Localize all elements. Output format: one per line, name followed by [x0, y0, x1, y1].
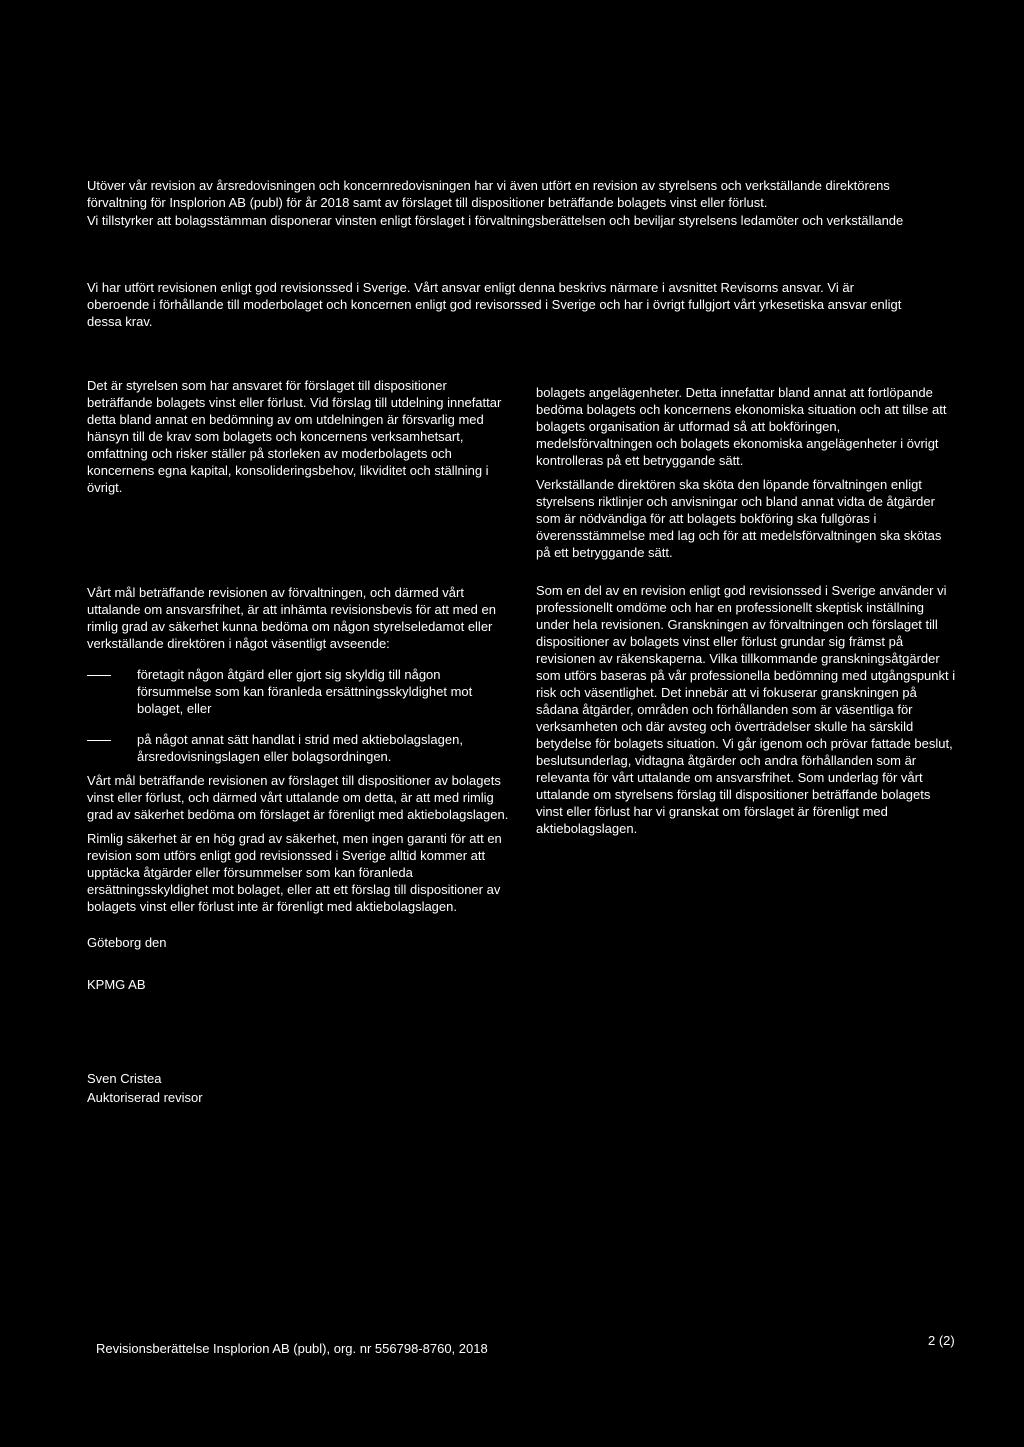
basis-line-2: oberoende i förhållande till moderbolaget och koncernen enligt god revisorssed i Sverige och har i övrigt fullgjort vårt yrkesetiska ansvar enligt [87, 297, 902, 312]
intro-paragraph-2 [87, 212, 947, 229]
board-right-paragraph-2: Verkställande direktören ska sköta den löpande förvaltningen enligt styrelsens riktlinjer och anvisningar och bland annat vidta de åtgärder som är nödvändiga för att bolagets bokföring ska fullgöras i överensstämmelse med lag och för att medelsförvaltningen ska skötas på ett betryggande sätt. [536, 477, 942, 560]
basis-line-3: dessa krav. [87, 314, 153, 329]
board-right-paragraph-1: bolagets angelägenheter. Detta innefattar bland annat att fortlöpande bedöma bolagets och koncernens ekonomiska situation och att tillse att bolagets organisation är utformad så att bokföringen, medelsförvaltningen och bolagets ekonomiska angelägenheter i övrigt kontrolleras på ett betryggande sätt. [536, 385, 947, 468]
auditor-left-paragraph-2: Vårt mål beträffande revisionen av förslaget till dispositioner av bolagets vinst eller förlust, och därmed vårt uttalande om detta, är att med rimlig grad av säkerhet bedöma om förslaget är förenligt med aktiebolagslagen. [87, 773, 509, 822]
intro-line-2: förvaltning för Insplorion AB (publ) för år 2018 samt av förslaget till dispositioner beträffande bolagets vinst eller förlust. [87, 195, 768, 210]
auditor-left-paragraph-1: Vårt mål beträffande revisionen av förvaltningen, och därmed vårt uttalande om ansvarsfrihet, är att inhämta revisionsbevis för att med en rimlig grad av säkerhet kunna bedöma om någon styrelseledamot eller verkställande direktören i något väsentligt avseende: [87, 585, 496, 651]
auditor-responsibility-right [536, 582, 956, 837]
basis-line-1: Vi har utfört revisionen enligt god revisionssed i Sverige. Vårt ansvar enligt denna beskrivs närmare i avsnittet Revisorns ansvar. Vi är [87, 280, 854, 295]
footer-document-title: Revisionsberättelse Insplorion AB (publ), org. nr 556798-8760, 2018 [96, 1341, 488, 1356]
intro-line-1: Utöver vår revision av årsredovisningen och koncernredovisningen har vi även utfört en revision av styrelsens och verkställande direktörens [87, 178, 890, 193]
signature-firm: KPMG AB [87, 977, 146, 992]
bullet-item-2 [87, 731, 512, 765]
signature-title: Auktoriserad revisor [87, 1090, 203, 1105]
footer-page-number: 2 (2) [928, 1333, 955, 1348]
auditor-responsibility-left [87, 584, 512, 915]
auditor-left-paragraph-3: Rimlig säkerhet är en hög grad av säkerhet, men ingen garanti för att en revision som utförs enligt god revisionssed i Sverige alltid kommer att upptäcka åtgärder eller försummelser som kan föranleda ersättningsskyldighet mot bolaget, eller att ett förslag till dispositioner av bolagets vinst eller förlust inte är förenligt med aktiebolagslagen. [87, 831, 502, 914]
board-responsibility-left [87, 377, 512, 496]
board-responsibility-right [536, 384, 956, 561]
auditor-right-paragraph: Som en del av en revision enligt god revisionssed i Sverige använder vi professionellt omdöme och har en professionellt skeptisk inställning under hela revisionen. Granskningen av förvaltningen och förslaget till dispositioner av bolagets vinst eller förlust grundar sig främst på revisionen av räkenskaperna. Vilka tillkommande granskningsåtgärder som utförs baseras på vår professionella bedömning med utgångspunkt i risk och väsentlighet. Det innebär att vi fokuserar granskningen på sådana åtgärder, områden och förhållanden som är väsentliga för verksamheten och där avsteg och överträdelser skulle ha särskild betydelse för bolagets situation. Vi går igenom och prövar fattade beslut, beslutsunderlag, vidtagna åtgärder och andra förhållanden som är relevanta för vårt uttalande om ansvarsfrihet. Som underlag för vårt uttalande om styrelsens förslag till dispositioner beträffande bolagets vinst eller förlust har vi granskat om förslaget är förenligt med aktiebolagslagen. [536, 583, 956, 836]
recommendation-line: Vi tillstyrker att bolagsstämman disponerar vinsten enligt förslaget i förvaltningsberättelsen och beviljar styrelsens ledamöter och verkställande [87, 213, 904, 228]
basis-paragraph [87, 279, 957, 330]
bullet-item-1 [87, 666, 512, 717]
signature-name: Sven Cristea [87, 1071, 162, 1086]
bullet-text-2: på något annat sätt handlat i strid med aktiebolagslagen, årsredovisningslagen eller bolagsordningen. [137, 732, 463, 764]
board-left-paragraph: Det är styrelsen som har ansvaret för förslaget till dispositioner beträffande bolagets vinst eller förlust. Vid förslag till utdelning innefattar detta bland annat en bedömning av om utdelningen är försvarlig med hänsyn till de krav som bolagets och koncernens verksamhetsart, omfattning och risker ställer på storleken av moderbolagets och koncernens egna kapital, konsolideringsbehov, likviditet och ställning i övrigt. [87, 378, 502, 495]
bullet-text-1: företagit någon åtgärd eller gjort sig skyldig till någon försummelse som kan föranleda ersättningsskyldighet mot bolaget, eller [137, 667, 473, 716]
signature-place-date: Göteborg den [87, 935, 167, 950]
intro-paragraph-1 [87, 177, 947, 211]
